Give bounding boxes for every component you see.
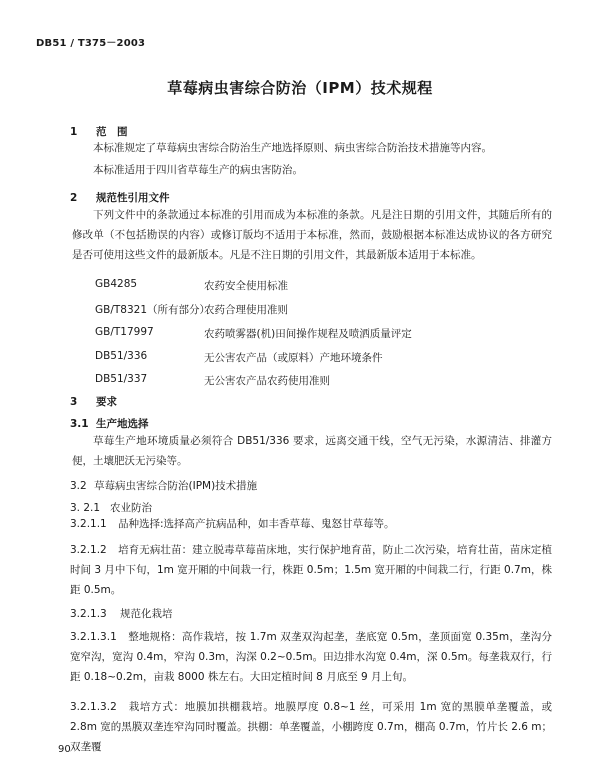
page-number: 90	[58, 744, 71, 755]
section-2-heading	[70, 190, 170, 205]
reference-code: GB4285	[95, 278, 138, 290]
section-title: 草莓病虫害综合防治(IPM)技术措施	[94, 480, 258, 492]
clause-number: 3.2.1.1	[70, 518, 107, 530]
section-title: 生产地选择	[96, 418, 149, 430]
clause-text: 栽培方式：地膜加拱棚栽培。地膜厚度 0.8~1 丝，可采用 1m 宽的黑膜单垄覆盖，或 2.8m 宽的黑膜双垄连窄沟同时覆盖。拱棚：单垄覆盖，小棚跨度 0.7m，棚高 0.7m，竹片长 2.6 m；双垄覆	[70, 701, 552, 753]
reference-name: 无公害农产品农药使用准则	[204, 375, 330, 387]
document-title: 草莓病虫害综合防治（IPM）技术规程	[167, 79, 433, 97]
section-3-2-1-heading	[70, 500, 152, 515]
section-3-2-1-3-heading	[70, 606, 173, 621]
section-number: 3	[70, 396, 78, 408]
clause-3-2-1-1	[70, 514, 552, 534]
section-1-paragraph-1: 本标准规定了草莓病虫害综合防治生产地选择原则、病虫害综合防治技术措施等内容。	[93, 142, 492, 154]
reference-code: GB/T17997	[95, 326, 154, 338]
section-3-2-heading	[70, 478, 257, 493]
section-3-1-paragraph: 草莓生产地环境质量必须符合 DB51/336 要求，远离交通干线，空气无污染，水源清洁、排灌方便，土壤肥沃无污染等。	[72, 435, 552, 467]
section-title: 要求	[96, 396, 117, 408]
section-title: 范 围	[96, 126, 128, 138]
section-number: 3.1	[70, 418, 89, 430]
clause-3-2-1-3-2	[70, 697, 552, 757]
section-1-paragraph-2: 本标准适用于四川省草莓生产的病虫害防治。	[93, 164, 303, 176]
clause-text: 培育无病壮苗：建立脱毒草莓苗床地，实行保护地育苗，防止二次污染，培育壮苗，苗床定植时间 3 月中下旬，1m 宽开厢的中间栽一行，株距 0.5m；1.5m 宽开厢的中间栽二行，行距 0.7m，株距 0.5m。	[70, 544, 552, 596]
reference-code: DB51/336	[95, 350, 148, 362]
clause-3-2-1-3-1	[70, 627, 552, 687]
clause-text: 整地规格：高作栽培，按 1.7m 双垄双沟起垄，垄底宽 0.5m，垄顶面宽 0.35m，垄沟分宽窄沟，宽沟 0.4m，窄沟 0.3m，沟深 0.2~0.5m。田边排水沟宽 0.4m，深 0.5m。每垄栽双行，行距 0.18~0.2m，亩栽 8000 株左右。大田定植时间 8 月底至 9 月上旬。	[70, 631, 552, 683]
clause-number: 3.2.1.3.1	[70, 631, 117, 643]
section-title: 农业防治	[110, 502, 152, 514]
reference-name: 农药安全使用标准	[204, 280, 288, 292]
section-number: 3.2.1.3	[70, 608, 107, 620]
reference-name: 农药合理使用准则	[204, 304, 288, 316]
section-title: 规范化栽培	[120, 608, 173, 620]
section-3-1-heading	[70, 416, 149, 431]
section-2-paragraph-1: 下列文件中的条款通过本标准的引用而成为本标准的条款。凡是注日期的引用文件，其随后所有的修改单（不包括勘误的内容）或修订版均不适用于本标准，然而，鼓励根据本标准达成协议的各方研究是否可使用这些文件的最新版本。凡是不注日期的引用文件，其最新版本适用于本标准。	[72, 209, 552, 261]
reference-code: GB/T8321（所有部分）	[95, 304, 211, 316]
section-number: 3.2	[70, 480, 87, 492]
section-number: 1	[70, 126, 78, 138]
clause-number: 3.2.1.2	[70, 544, 107, 556]
clause-number: 3.2.1.3.2	[70, 701, 117, 713]
reference-code: DB51/337	[95, 373, 148, 385]
clause-text: 品种选择:选择高产抗病品种，如丰香草莓、鬼怒甘草莓等。	[118, 518, 395, 530]
reference-name: 农药喷雾器(机)田间操作规程及喷洒质量评定	[204, 328, 412, 340]
clause-3-2-1-2	[70, 540, 552, 600]
section-number: 3. 2.1	[70, 502, 101, 514]
section-number: 2	[70, 192, 78, 204]
standard-number: DB51 / T375－2003	[36, 38, 146, 49]
section-3-heading	[70, 394, 117, 409]
reference-name: 无公害农产品（或原料）产地环境条件	[204, 352, 383, 364]
section-1-heading	[70, 124, 128, 139]
section-title: 规范性引用文件	[96, 192, 170, 204]
